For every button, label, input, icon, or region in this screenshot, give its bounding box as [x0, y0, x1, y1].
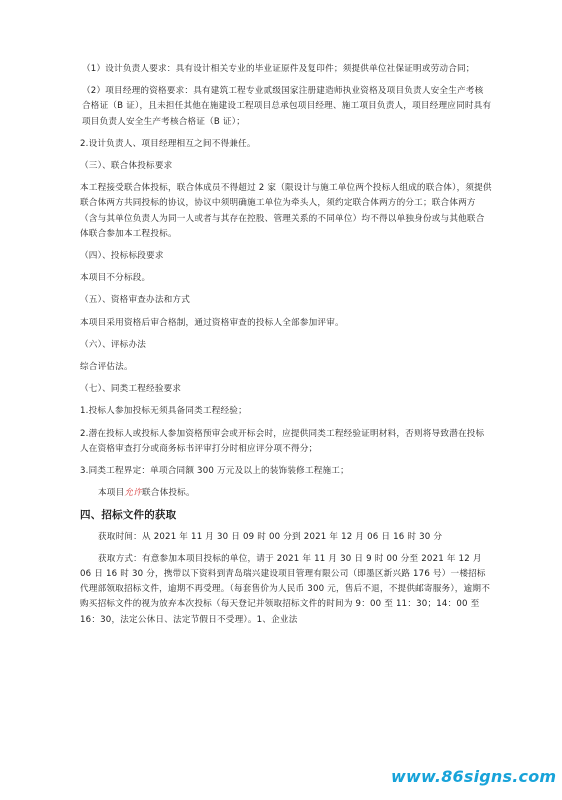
watermark-text: www.86signs.com	[391, 767, 557, 786]
paragraph-evaluation: 综合评估法。	[80, 362, 133, 373]
paragraph-experience-2: 2.潜在投标人或投标人参加资格预审会或开标会时，应提供同类工程经验证明材料，否则将导致潜在投标人在资格审查打分或商务标书评审打分时相应评分项不得分；	[80, 428, 485, 454]
paragraph-no-dual-role: 2.设计负责人、项目经理相互之间不得兼任。	[80, 138, 256, 149]
document-body	[80, 62, 492, 635]
paragraph-qualification: 本项目采用资格后审合格制，通过资格审查的投标人全部参加评审。	[80, 317, 344, 328]
section-qualification-heading: （五）、资格审查办法和方式	[80, 295, 191, 306]
section-consortium-heading: （三）、联合体投标要求	[80, 161, 173, 172]
paragraph-lots: 本项目不分标段。	[80, 273, 151, 284]
section-evaluation-heading: （六）、评标办法	[80, 339, 147, 350]
section-4-heading: 四、招标文件的获取	[80, 509, 177, 522]
section-lots-heading: （四）、投标标段要求	[80, 251, 164, 262]
paragraph-experience-1: 1.投标人参加投标无须具备同类工程经验；	[80, 406, 247, 417]
paragraph-acquire-method: 获取方式：有意参加本项目投标的单位，请于 2021 年 11 月 30 日 9 时 00 分至 2021 年 12 月 06 日 16 时 30 分，携带以下资料到青岛瑞兴建设项目管理有限公司（即墨区新兴路 176 号）一楼招标代理部领取招标文件，逾期不再受理。（每套售价为人民币 300 元，售后不退，不提供邮寄服务），逾期不购买招标文件的视为放弃本次投标（每天登记并领取招标文件的时间为 9：00 至 11：30；14：00 至 16：30，法定公休日、法定节假日不受理）。1、企业法	[80, 553, 490, 625]
paragraph-design-lead: （1）设计负责人要求：具有设计相关专业的毕业证原件及复印件；须提供单位社保证明或劳动合同；	[82, 64, 475, 74]
paragraph-consortium: 本工程接受联合体投标，联合体成员不得超过 2 家（限设计与施工单位两个投标人组成的联合体），须提供联合体两方共同投标的协议，协议中须明确施工单位为牵头人，须约定联合体两方的分工；联合体两方（含与其单位负责人为同一人或者与其存在控股、管理关系的不同单位）均不得以单独身份或与其他联合体联合参加本工程投标。	[80, 183, 492, 239]
paragraph-acquire-time: 获取时间：从 2021 年 11 月 30 日 09 时 00 分到 2021 年 12 月 06 日 16 时 30 分	[98, 531, 443, 542]
consortium-allowed-red: 允许	[124, 488, 142, 499]
consortium-allowed-suffix: 联合体投标。	[141, 488, 195, 499]
paragraph-experience-3: 3.同类工程界定：单项合同额 300 万元及以上的装饰装修工程施工；	[80, 466, 349, 477]
section-experience-heading: （七）、同类工程经验要求	[80, 384, 182, 395]
paragraph-consortium-allowed	[80, 486, 492, 501]
paragraph-project-manager: （2）项目经理的资格要求：具有建筑工程专业贰级国家注册建造师执业资格及项目负责人安全生产考核合格证（B 证），且未担任其他在施建设工程项目总承包项目经理、施工项目负责人，项目经理应同时具有项目负责人安全生产考核合格证（B 证）；	[82, 86, 492, 127]
consortium-allowed-prefix: 本项目	[98, 488, 125, 499]
